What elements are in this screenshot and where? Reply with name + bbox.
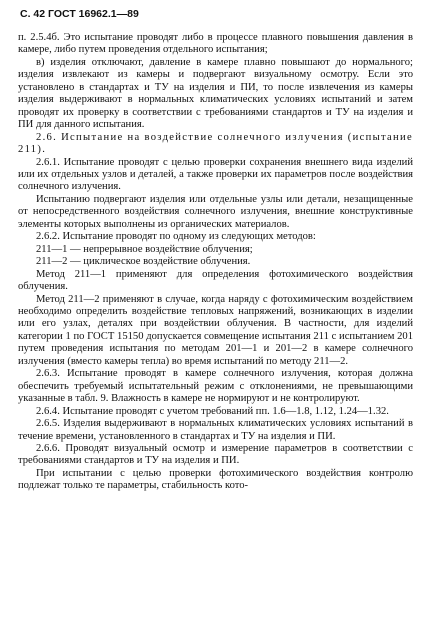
paragraph: п. 2.5.4б. Это испытание проводят либо в процессе плавного повышения давления в камере, либо путем проведения отдельного испытания; <box>18 32 413 56</box>
list-item: 211—1 — непрерывное воздействие облучения; <box>36 243 253 255</box>
paragraph: При испытании с целью проверки фотохимического воздействия контролю подлежат только те параметры, стабильность кото- <box>18 467 413 492</box>
section-heading: 2.6. Испытание на воздействие солнечного излучения (испытание 211). <box>18 131 413 156</box>
document-body <box>18 32 413 493</box>
paragraph: 2.6.2. Испытание проводят по одному из следующих методов: <box>36 231 316 243</box>
page-header: С. 42 ГОСТ 16962.1—89 <box>20 8 139 20</box>
paragraph: Метод 211—2 применяют в случае, когда наряду с фотохимическим воздействием необходимо определить воздействие тепловых напряжений, возникающих в изделии или его узлах, деталях при воздействии облучения. В частности, для изделий категории 1 по ГОСТ 15150 допускается совмещение испытания 211 с испытанием 201 путем проведения испытания по методам 201—1 и 201—2 в камере солнечного излучения (вместо камеры тепла) во время испытаний по методу 211—2. <box>18 293 413 367</box>
paragraph: 2.6.6. Проводят визуальный осмотр и измерение параметров в соответствии с требованиями стандартов и ТУ на изделия и ПИ. <box>18 442 413 467</box>
paragraph: Испытанию подвергают изделия или отдельные узлы или детали, незащищенные от непосредственного воздействия солнечного излучения, внешние конструктивные элементы которых выполнены из органических материалов. <box>18 193 413 230</box>
paragraph: 2.6.1. Испытание проводят с целью проверки сохранения внешнего вида изделий или их отдельных узлов и деталей, а также проверки их параметров после воздействия солнечного излучения. <box>18 156 413 193</box>
paragraph: 2.6.3. Испытание проводят в камере солнечного излучения, которая должна обеспечить требуемый испытательный режим с отклонениями, не превышающими указанные в табл. 9. Влажность в камере не нормируют и не контролируют. <box>18 368 413 405</box>
paragraph: в) изделия отключают, давление в камере плавно повышают до нормального; изделия извлекают из камеры и подвергают визуальному осмотру. Если это установлено в стандартах и ТУ на изделия и ПИ, то после извлечения из камеры изделия выдерживают в нормальных климатических условиях испытаний и затем проводят их проверку в соответствии с требованиями стандартов и ТУ на изделия и ПИ для данного испытания. <box>18 56 413 131</box>
paragraph: 2.6.4. Испытание проводят с учетом требований пп. 1.6—1.8, 1.12, 1.24—1.32. <box>36 405 389 417</box>
paragraph: 2.6.5. Изделия выдерживают в нормальных климатических условиях испытаний в течение времени, установленного в стандартах и ТУ на изделия и ПИ. <box>18 418 413 442</box>
paragraph: Метод 211—1 применяют для определения фотохимического воздействия облучения. <box>18 268 413 293</box>
list-item: 211—2 — циклическое воздействие облучения. <box>36 256 251 268</box>
